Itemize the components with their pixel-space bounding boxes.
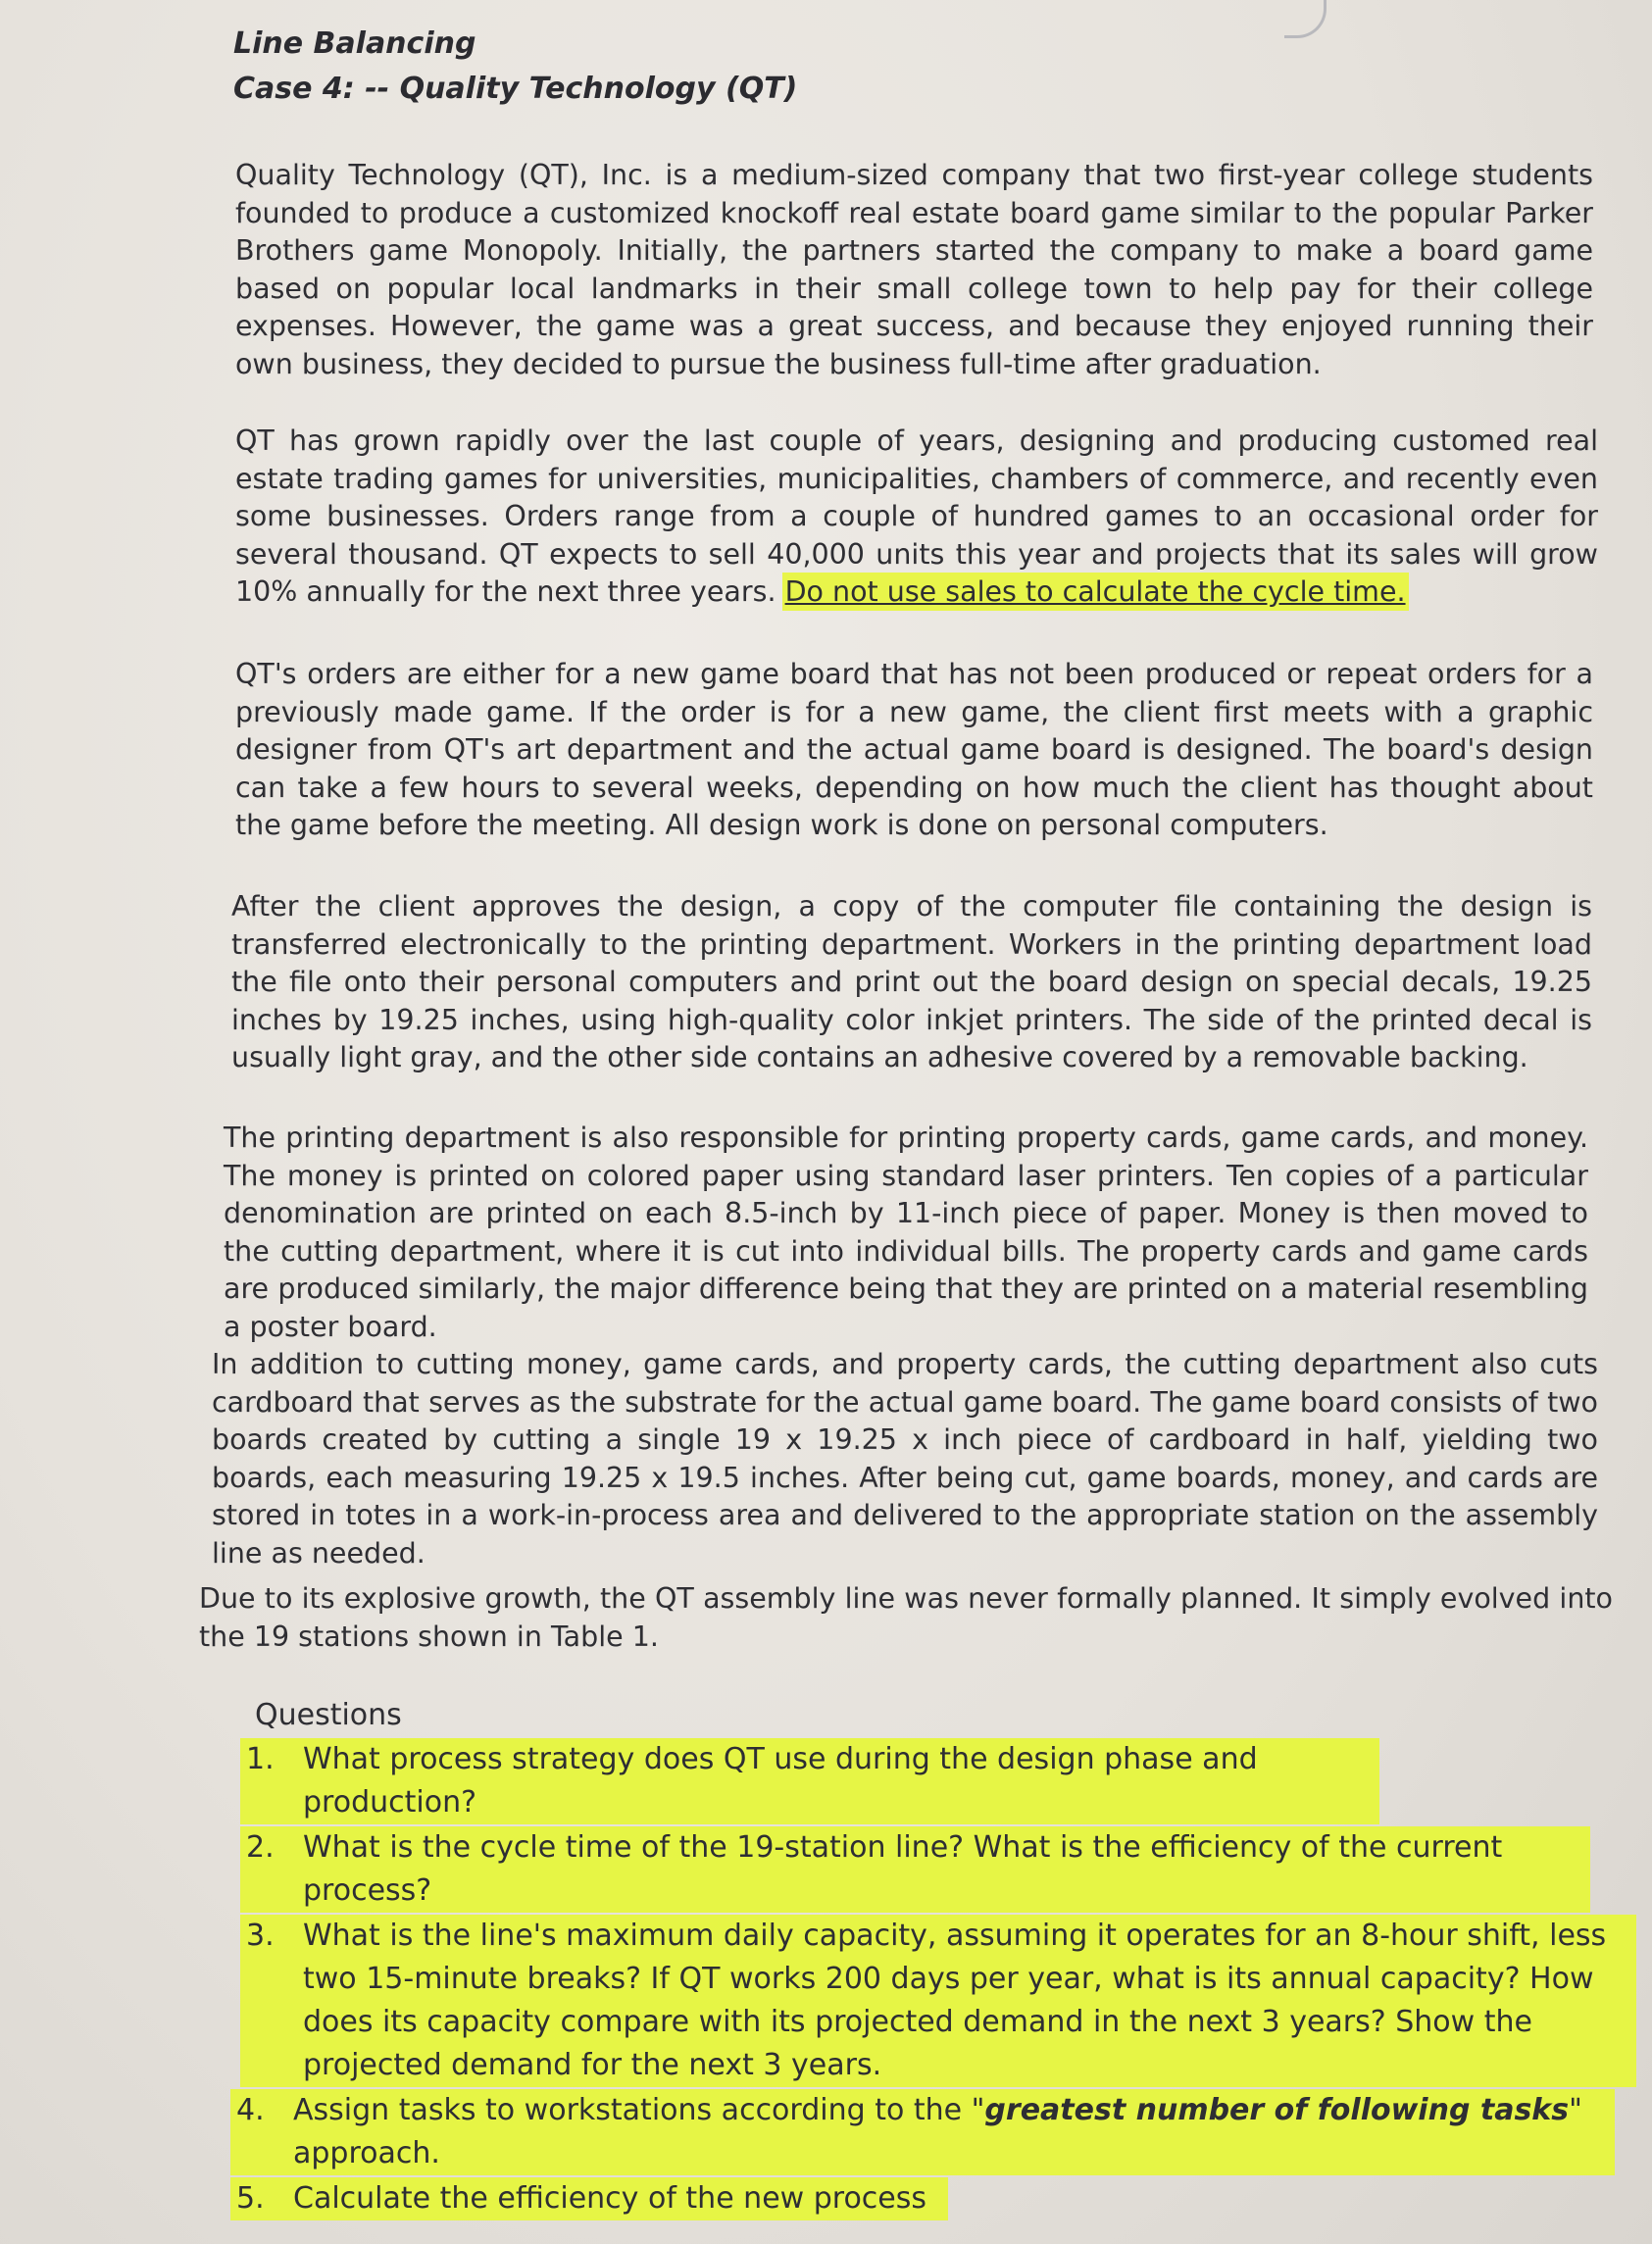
question-number: 2. xyxy=(246,1830,275,1865)
question-text-after: " approach. xyxy=(293,2093,1582,2170)
pen-mark xyxy=(1284,0,1327,38)
question-item xyxy=(240,1915,1636,2087)
paragraph-growth xyxy=(235,423,1598,612)
question-text: Calculate the efficiency of the new process xyxy=(293,2181,927,2216)
paragraph-orders: QT's orders are either for a new game board that has not been produced or repeat orders for a previously made game. If the order is for a new game, the client first meets with a graphic designer from QT's art department and the actual game board is designed. The board's design can take a few hours to several weeks, depending on how much the client has thought about the game before the meeting. All design work is done on personal computers. xyxy=(235,658,1593,841)
questions-section xyxy=(201,1693,1632,2222)
paragraph-printing: After the client approves the design, a copy of the computer file containing the design is transferred electronically to the printing department. Workers in the printing department load the file onto their personal computers and print out the board design on special decals, 19.25 inches by 19.25 inches, using high-quality color inkjet printers. The side of the printed decal is usually light gray, and the other side contains an adhesive covered by a removable backing. xyxy=(231,890,1592,1073)
paragraph-cutting: In addition to cutting money, game cards, and property cards, the cutting department also cuts cardboard that serves as the substrate for the actual game board. The game board consists of two boards created by cutting a single 19 x 19.25 x inch piece of cardboard in half, yielding two boards, each measuring 19.25 x 19.5 inches. After being cut, game boards, money, and cards are stored in totes in a work-in-process area and delivered to the appropriate station on the assembly line as needed. xyxy=(212,1348,1598,1570)
document-header xyxy=(233,22,797,112)
document-title: Line Balancing xyxy=(233,26,476,61)
paragraph-cards: The printing department is also responsible for printing property cards, game cards, and money. The money is printed on colored paper using standard laser printers. Ten copies of a particular denomination are printed on each 8.5-inch by 11-inch piece of paper. Money is then moved to the cutting department, where it is cut into individual bills. The property cards and game cards are produced similarly, the major difference being that they are printed on a material resembling a poster board. xyxy=(224,1122,1588,1343)
question-text: What is the line's maximum daily capacity, assuming it operates for an 8-hour shift, less two 15-minute breaks? If QT works 200 days per year, what is its annual capacity? How does its capacity compare with its projected demand in the next 3 years? Show the projected demand for the next 3 years. xyxy=(303,1919,1607,2082)
highlighted-note: Do not use sales to calculate the cycle time. xyxy=(784,575,1406,608)
question-number: 5. xyxy=(236,2181,265,2216)
question-number: 3. xyxy=(246,1919,275,1953)
question-item xyxy=(240,1826,1590,1913)
question-item xyxy=(240,1738,1379,1824)
question-emphasis: greatest number of following tasks xyxy=(984,2093,1570,2127)
question-text xyxy=(293,2089,1609,2175)
question-text: What process strategy does QT use during the design phase and production? xyxy=(303,1742,1258,1820)
question-text-before: Assign tasks to workstations according to the " xyxy=(293,2093,985,2127)
question-number: 4. xyxy=(236,2093,265,2127)
question-item xyxy=(230,2177,948,2220)
question-text: What is the cycle time of the 19-station line? What is the efficiency of the current process? xyxy=(303,1830,1503,1908)
questions-title: Questions xyxy=(255,1698,402,1732)
question-item xyxy=(230,2089,1615,2175)
paragraph-growth-text: QT has grown rapidly over the last couple of years, designing and producing customed real estate trading games for universities, municipalities, chambers of commerce, and recently even some businesses. Orders range from a couple of hundred games to an occasional order for several thousand. QT expects to sell 40,000 units this year and projects that its sales will grow 10% annually for the next three years. xyxy=(235,424,1598,608)
paragraph-growth-line: Due to its explosive growth, the QT assembly line was never formally planned. It simply evolved into the 19 stations shown in Table 1. xyxy=(199,1582,1613,1653)
question-number: 1. xyxy=(246,1742,275,1776)
questions-list xyxy=(201,1738,1632,2220)
case-title: Case 4: -- Quality Technology (QT) xyxy=(233,72,798,106)
paragraph-intro: Quality Technology (QT), Inc. is a medium-sized company that two first-year college students founded to produce a customized knockoff real estate board game similar to the popular Parker Brothers game Monopoly. Initially, the partners started the company to make a board game based on popular local landmarks in their small college town to help pay for their college expenses. However, the game was a great success, and because they enjoyed running their own business, they decided to pursue the business full-time after graduation. xyxy=(235,159,1593,380)
